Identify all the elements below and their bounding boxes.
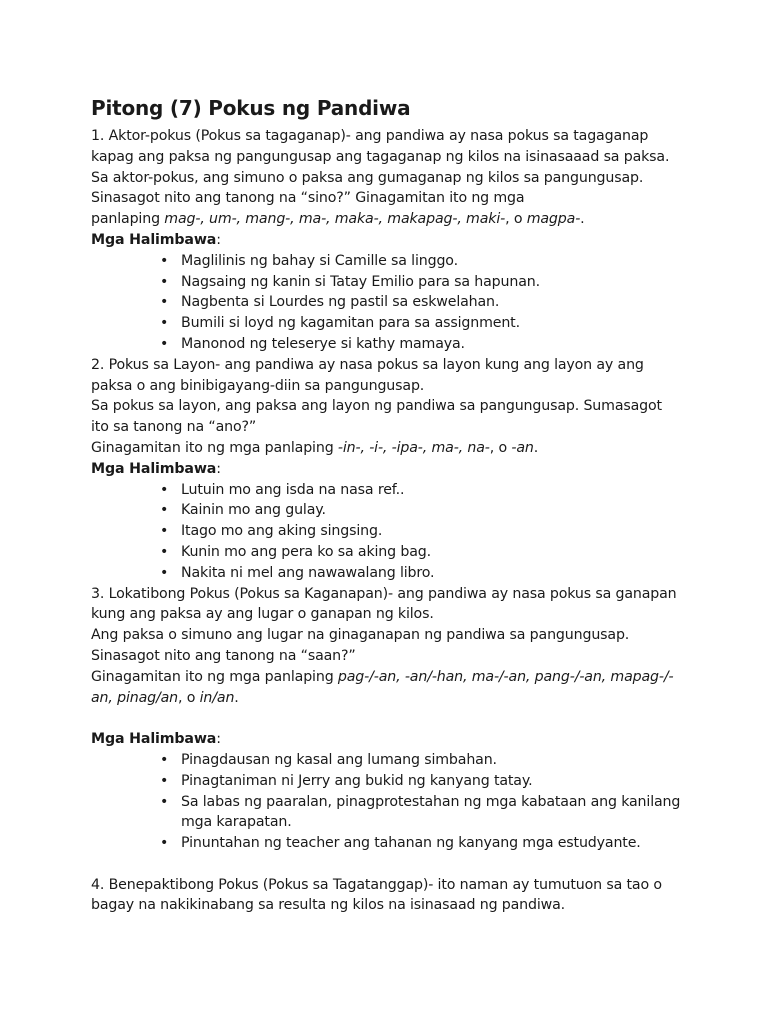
list-item: • Kainin mo ang gulay.: [181, 500, 681, 521]
affix-last: -an: [511, 439, 534, 456]
examples-label: Mga Halimbawa: [91, 231, 217, 248]
paragraph-gap: [91, 708, 681, 729]
list-item: • Nagbenta si Lourdes ng pastil sa eskwelahan.: [181, 292, 681, 313]
affix-end-text: .: [234, 689, 239, 706]
list-item: • Kunin mo ang pera ko sa aking bag.: [181, 542, 681, 563]
section-4-definition: 4. Benepaktibong Pokus (Pokus sa Tagatanggap)- ito naman ay tumutuon sa tao o bagay na nakikinabang sa resulta ng kilos na isinasaad ng pandiwa.: [91, 876, 662, 914]
list-item: • Maglilinis ng bahay si Camille sa linggo.: [181, 251, 681, 272]
list-item: • Pinuntahan ng teacher ang tahanan ng kanyang mga estudyante.: [181, 833, 681, 854]
affix-prefix-text: Ginagamitan ito ng mga panlaping: [91, 668, 338, 685]
list-item: • Lutuin mo ang isda na nasa ref..: [181, 480, 681, 501]
examples-label: Mga Halimbawa: [91, 731, 217, 748]
examples-colon: :: [216, 460, 221, 477]
list-item: • Itago mo ang aking singsing.: [181, 521, 681, 542]
list-item: • Bumili si loyd ng kagamitan para sa assignment.: [181, 313, 681, 334]
section-1-explanation: Sa aktor-pokus, ang simuno o paksa ang gumaganap ng kilos sa pangungusap.: [91, 169, 644, 186]
section-3-explanation: Ang paksa o simuno ang lugar na ginaganapan ng pandiwa sa pangungusap. Sinasagot nito ang tanong na “saan?”: [91, 627, 630, 664]
section-2-definition: 2. Pokus sa Layon- ang pandiwa ay nasa pokus sa layon kung ang layon ay ang paksa o ang binibigayang-diin sa pangungusap.: [91, 356, 644, 394]
affix-or-text: , o: [489, 439, 512, 456]
affix-or-text: , o: [505, 211, 527, 228]
section-3-examples-heading: [91, 729, 681, 750]
section-3-definition: 3. Lokatibong Pokus (Pokus sa Kaganapan)- ang pandiwa ay nasa pokus sa ganapan kung ang paksa ay ang lugar o ganapan ng kilos.: [91, 585, 677, 623]
affix-prefix-text: Ginagamitan ito ng mga panlaping: [91, 439, 338, 456]
section-1-affixes: [91, 209, 681, 230]
section-3-examples-list: [91, 750, 681, 854]
list-item: • Pinagtaniman ni Jerry ang bukid ng kanyang tatay.: [181, 771, 681, 792]
affix-list: mag-, um-, mang-, ma-, maka-, makapag-, maki-: [164, 211, 506, 228]
affix-last: magpa-: [526, 211, 581, 228]
affix-list: -in-, -i-, -ipa-, ma-, na-: [337, 439, 490, 456]
examples-label: Mga Halimbawa: [91, 460, 217, 477]
paragraph-gap: [91, 854, 681, 875]
section-1-question: Sinasagot nito ang tanong na “sino?” Ginagamitan ito ng mga: [91, 190, 525, 207]
affix-prefix-text: panlaping: [91, 211, 165, 228]
section-2-examples-heading: [91, 459, 681, 480]
affix-or-text: , o: [178, 689, 200, 706]
affix-last: in/an: [199, 689, 235, 706]
affix-end-text: .: [580, 211, 585, 228]
list-item: • Manonod ng teleserye si kathy mamaya.: [181, 334, 681, 355]
list-item: • Pinagdausan ng kasal ang lumang simbahan.: [181, 750, 681, 771]
affix-list: pag-/-an, -an/-han, ma-/-an, pang-/-an, mapag-/-an, pinag/an: [91, 668, 674, 706]
section-2-explanation: Sa pokus sa layon, ang paksa ang layon ng pandiwa sa pangungusap. Sumasagot ito sa tanong na “ano?”: [91, 398, 662, 436]
section-1-definition: 1. Aktor-pokus (Pokus sa tagaganap)- ang pandiwa ay nasa pokus sa tagaganap kapag ang paksa ng pangungusap ang tagaganap ng kilos na isinasaaad sa paksa.: [91, 128, 670, 165]
document-page: [91, 95, 681, 916]
section-2-affixes: [91, 438, 681, 459]
section-1-examples-list: [91, 251, 681, 355]
page-title: Pitong (7) Pokus ng Pandiwa: [91, 96, 411, 120]
examples-colon: :: [216, 731, 221, 748]
list-item: • Nakita ni mel ang nawawalang libro.: [181, 563, 681, 584]
section-3-affixes: [91, 667, 681, 709]
section-1-examples-heading: [91, 230, 681, 251]
list-item: • Sa labas ng paaralan, pinagprotestahan ng mga kabataan ang kanilang mga karapatan.: [181, 792, 681, 834]
list-item: • Nagsaing ng kanin si Tatay Emilio para sa hapunan.: [181, 272, 681, 293]
examples-colon: :: [216, 231, 221, 248]
affix-end-text: .: [533, 439, 539, 456]
section-2-examples-list: [91, 480, 681, 584]
